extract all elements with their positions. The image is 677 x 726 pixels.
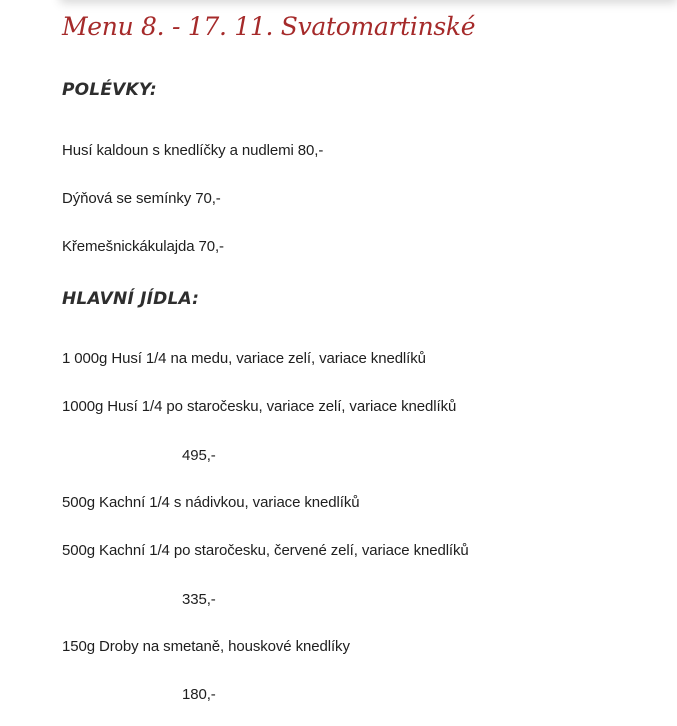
soup-item: Křemešnickákulajda 70,- — [62, 238, 224, 255]
main-dish-price: 180,- — [182, 686, 216, 703]
main-dish-item: 500g Kachní 1/4 po staročesku, červené zelí, variace knedlíků — [62, 542, 469, 559]
soup-item: Husí kaldoun s knedlíčky a nudlemi 80,- — [62, 142, 324, 159]
main-dish-price: 495,- — [182, 447, 216, 464]
main-dish-price: 335,- — [182, 591, 216, 608]
main-dish-item: 150g Droby na smetaně, houskové knedlíky — [62, 638, 350, 655]
mains-heading: HLAVNÍ JÍDLA: — [62, 289, 200, 309]
soup-item: Dýňová se semínky 70,- — [62, 190, 221, 207]
main-dish-item: 500g Kachní 1/4 s nádivkou, variace knedlíků — [62, 494, 360, 511]
menu-title: Menu 8. - 17. 11. Svatomartinské — [62, 12, 476, 41]
main-dish-item: 1000g Husí 1/4 po staročesku, variace zelí, variace knedlíků — [62, 398, 457, 415]
soups-heading: POLÉVKY: — [62, 80, 157, 100]
main-dish-item: 1 000g Husí 1/4 na medu, variace zelí, variace knedlíků — [62, 350, 426, 367]
